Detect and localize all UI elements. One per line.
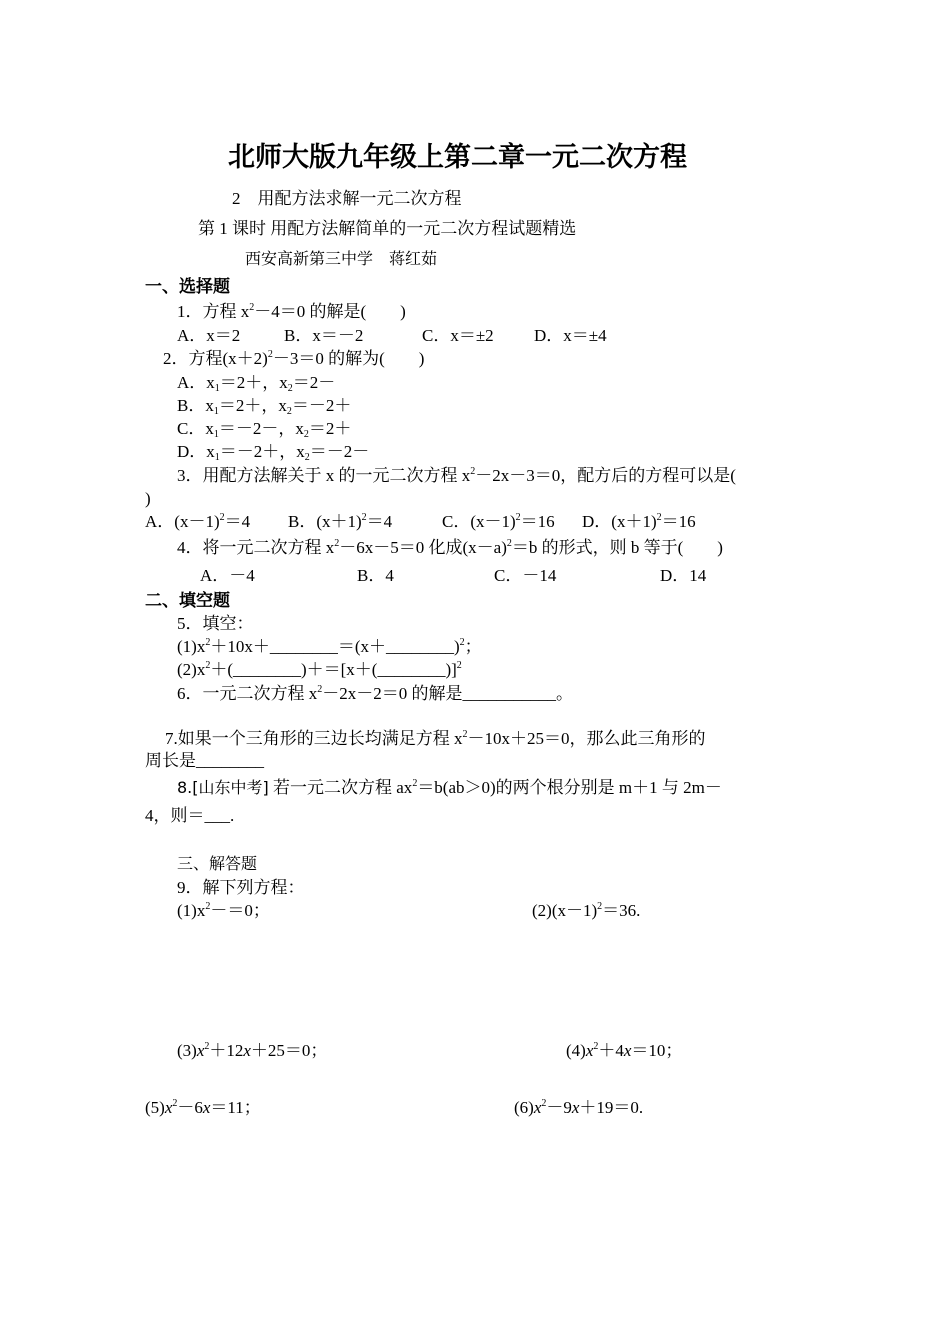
question-3-close: ) — [145, 489, 151, 508]
option-d[interactable]: D．$(x+1)^2=16$ — [582, 512, 696, 531]
section-solve: 三、解答题 — [177, 854, 258, 873]
question-7: 7.如果一个三角形的三边长均满足方程 $x^2-10x+25=0$，那么此三角形的 — [165, 729, 706, 748]
option-d[interactable]: D．$x_1=-2+$，$x_2=-2-$ — [177, 442, 370, 463]
option-a[interactable]: A．$x_1=2+$，$x_2=2-$ — [177, 373, 336, 394]
question-6: 6．一元二次方程 $x^2-2x-2=0$ 的解是___________。 — [177, 684, 573, 703]
page-title: 北师大版九年级上第二章一元二次方程 — [228, 142, 687, 173]
problem-5: $(5)x^2-6x=11$； — [145, 1098, 261, 1117]
section-fill: 二、填空题 — [145, 591, 230, 611]
option-c[interactable]: C．$(x-1)^2=16$ — [442, 512, 555, 531]
problem-4: $(4)x^2+4x=10$； — [566, 1041, 683, 1060]
problem-1: $(1)x^2-=0$； — [177, 901, 270, 920]
question-3: 3．用配方法解关于 x 的一元二次方程 $x^2-2x-3=0$，配方后的方程可以是( — [177, 466, 736, 485]
question-2: 2．方程$(x+2)^2-3=0$ 的解为( ) — [163, 349, 425, 368]
question-9: 9．解下列方程： — [177, 878, 305, 897]
option-c[interactable]: C．－14 — [494, 566, 557, 585]
option-b[interactable]: B．4 — [357, 566, 394, 585]
lesson-heading: 第 1 课时 用配方法解简单的一元二次方程试题精选 — [198, 219, 577, 238]
option-b[interactable]: B．$x_1=2+$，$x_2=-2+$ — [177, 396, 352, 417]
option-a[interactable]: A．$(x-1)^2=4$ — [145, 512, 251, 531]
option-c[interactable]: C．x＝±2 — [422, 326, 494, 345]
question-4: 4．将一元二次方程 $x^2-6x-5=0$ 化成$(x-a)^2=b$ 的形式，则 b 等于( ) — [177, 538, 723, 557]
option-c[interactable]: C．$x_1=-2-$，$x_2=2+$ — [177, 419, 352, 440]
option-d[interactable]: D．x＝±4 — [534, 326, 607, 345]
question-5: 5．填空： — [177, 614, 254, 633]
option-b[interactable]: B．$(x+1)^2=4$ — [288, 512, 393, 531]
question-7-cont: 周长是________ — [145, 751, 264, 770]
option-b[interactable]: B．x＝－2 — [284, 326, 364, 345]
author-line: 西安高新第三中学 蒋红茹 — [245, 249, 438, 268]
question-8-cont: 4，则＝___. — [145, 806, 235, 825]
problem-2: $(2)(x-1)^2=36$. — [532, 901, 641, 920]
problem-6: $(6)x^2-9x+19=0$. — [514, 1098, 644, 1117]
option-d[interactable]: D．14 — [660, 566, 707, 585]
question-8: 8.[山东中考] 若一元二次方程 $ax^2=b(ab>0)$的两个根分别是 m＋1 与 2m－ — [177, 778, 722, 797]
option-a[interactable]: A．x＝2 — [177, 326, 241, 345]
section-choice: 一、选择题 — [145, 277, 230, 297]
question-5-part-1: $(1)x^2+10x+\_\_\_\_\_\_\_\_=(x+\_\_\_\_\_\_\_\_)^2$； — [177, 637, 482, 656]
question-5-part-2: $(2)x^2+(\_\_\_\_\_\_\_\_)+=[x+(\_\_\_\_\_\_\_\_)]^2$ — [177, 660, 462, 679]
option-a[interactable]: A．－4 — [200, 566, 255, 585]
question-1: 1．方程 $x^2-4=0$ 的解是( ) — [177, 302, 406, 321]
section-heading: 2 用配方法求解一元二次方程 — [232, 189, 462, 208]
problem-3: $(3)x^2+12x+25=0$； — [177, 1041, 328, 1060]
